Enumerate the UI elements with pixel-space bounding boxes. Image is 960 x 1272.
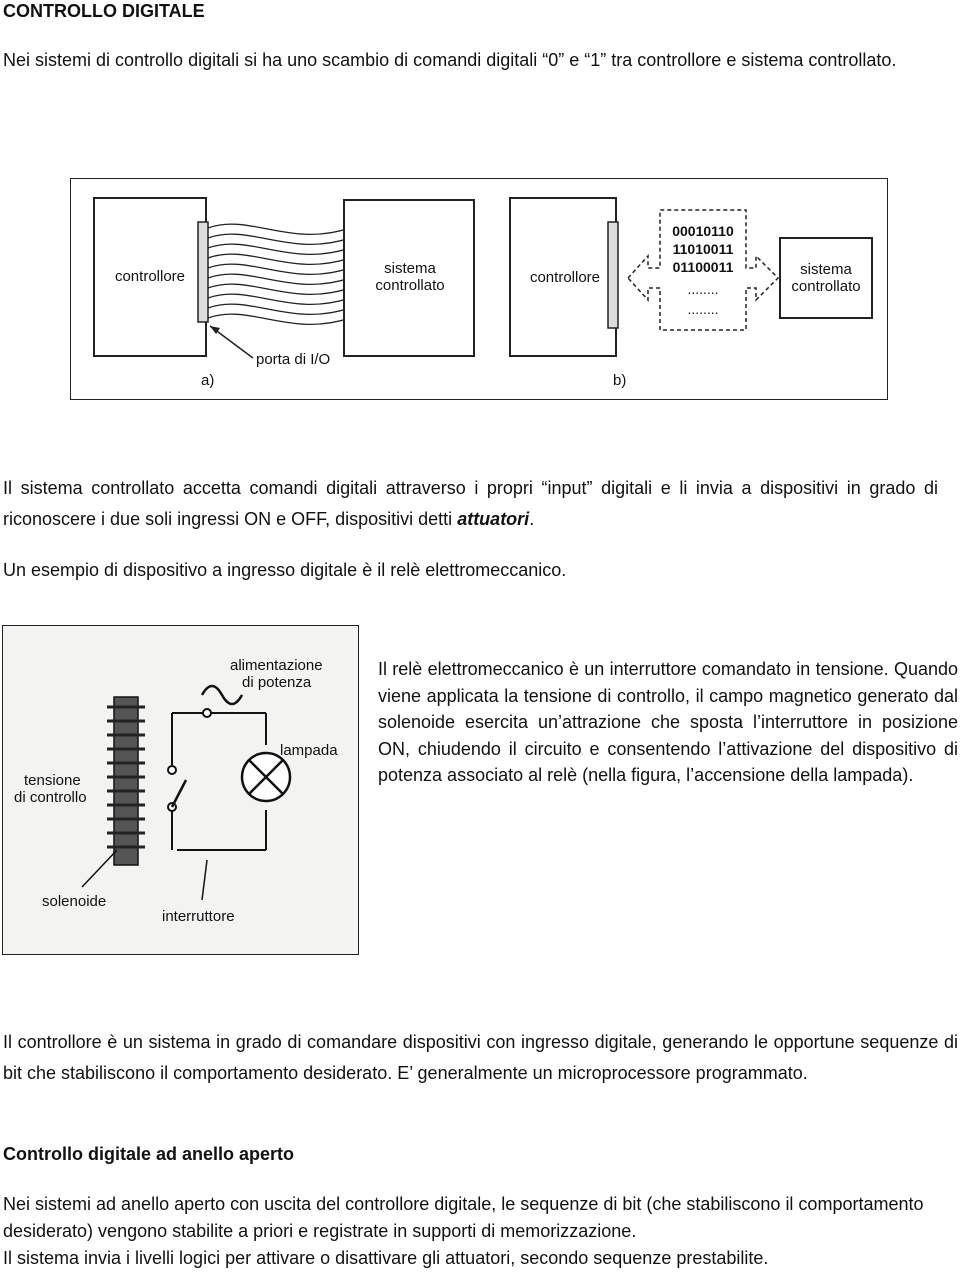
paragraph-controller: Il controllore è un sistema in grado di comandare dispositivi con ingresso digitale, generando le opportune sequenze di bit che stabiliscono il comportamento desiderato. E’ generalmente un microprocessore programmato. xyxy=(3,1032,958,1083)
bit-dots-2: ........ xyxy=(687,301,719,317)
lamp-label: lampada xyxy=(280,742,338,759)
controller-label-a: controllore xyxy=(114,268,186,285)
relay-description: Il relè elettromeccanico è un interruttore comandato in tensione. Quando viene applicata la tensione di controllo, il campo magnetico generato dal solenoide esercita un’attrazione che sposta l’interruttore in posizione ON, chiudendo il circuito e consentendo l’attivazione del dispositivo di potenza associato al relè (nella figura, l’accensione della lampada). xyxy=(378,659,958,785)
control-label-2: di controllo xyxy=(14,789,87,806)
panel-label-a: a) xyxy=(201,372,215,389)
bit-row-2: 11010011 xyxy=(672,241,734,257)
paragraph-attuatori-end: . xyxy=(529,509,535,529)
control-label-1: tensione xyxy=(24,772,81,789)
port-label: porta di I/O xyxy=(256,351,331,368)
intro-paragraph: Nei sistemi di controllo digitali si ha uno scambio di comandi digitali “0” e “1” tra controllore e sistema controllato. xyxy=(3,50,897,70)
io-port-b xyxy=(608,222,618,328)
system-label-b-2: controllato xyxy=(791,278,861,295)
system-label-a-2: controllato xyxy=(375,277,445,294)
paragraph-attuatori-text: Il sistema controllato accetta comandi digitali attraverso i propri “input” digitali e li invia a dispositivi in grado di riconoscere i due soli ingressi ON e OFF, dispositivi detti xyxy=(3,478,938,529)
power-label-1: alimentazione xyxy=(230,657,323,674)
system-label-b-1: sistema xyxy=(800,261,852,278)
bit-row-3: 01100011 xyxy=(672,259,734,275)
figure-relay-diagram xyxy=(2,625,359,955)
figure-io-diagram xyxy=(70,178,888,400)
paragraph-logic-levels: Il sistema invia i livelli logici per attivare o disattivare gli attuatori, secondo sequenze prestabilite. xyxy=(3,1248,769,1268)
controller-label-b: controllore xyxy=(529,269,601,286)
section-heading-open-loop: Controllo digitale ad anello aperto xyxy=(3,1144,295,1164)
paragraph-open-loop: Nei sistemi ad anello aperto con uscita del controllore digitale, le sequenze di bit (che stabiliscono il comportamento desiderato) vengono stabilite a priori e registrate in supporti di memorizzazione. xyxy=(3,1194,924,1241)
solenoid-label: solenoide xyxy=(42,893,107,910)
panel-label-b: b) xyxy=(613,372,627,389)
paragraph-attuatori xyxy=(3,473,938,535)
bit-row-1: 00010110 xyxy=(672,223,734,239)
system-label-a-1: sistema xyxy=(384,260,436,277)
power-label-2: di potenza xyxy=(242,674,312,691)
paragraph-relay-example: Un esempio di dispositivo a ingresso digitale è il relè elettromeccanico. xyxy=(3,560,567,580)
page-title: CONTROLLO DIGITALE xyxy=(3,1,205,21)
io-port-a xyxy=(198,222,208,322)
bit-dots-1: ........ xyxy=(687,281,719,297)
switch-label: interruttore xyxy=(162,908,235,925)
attuatori-term: attuatori xyxy=(457,509,530,529)
